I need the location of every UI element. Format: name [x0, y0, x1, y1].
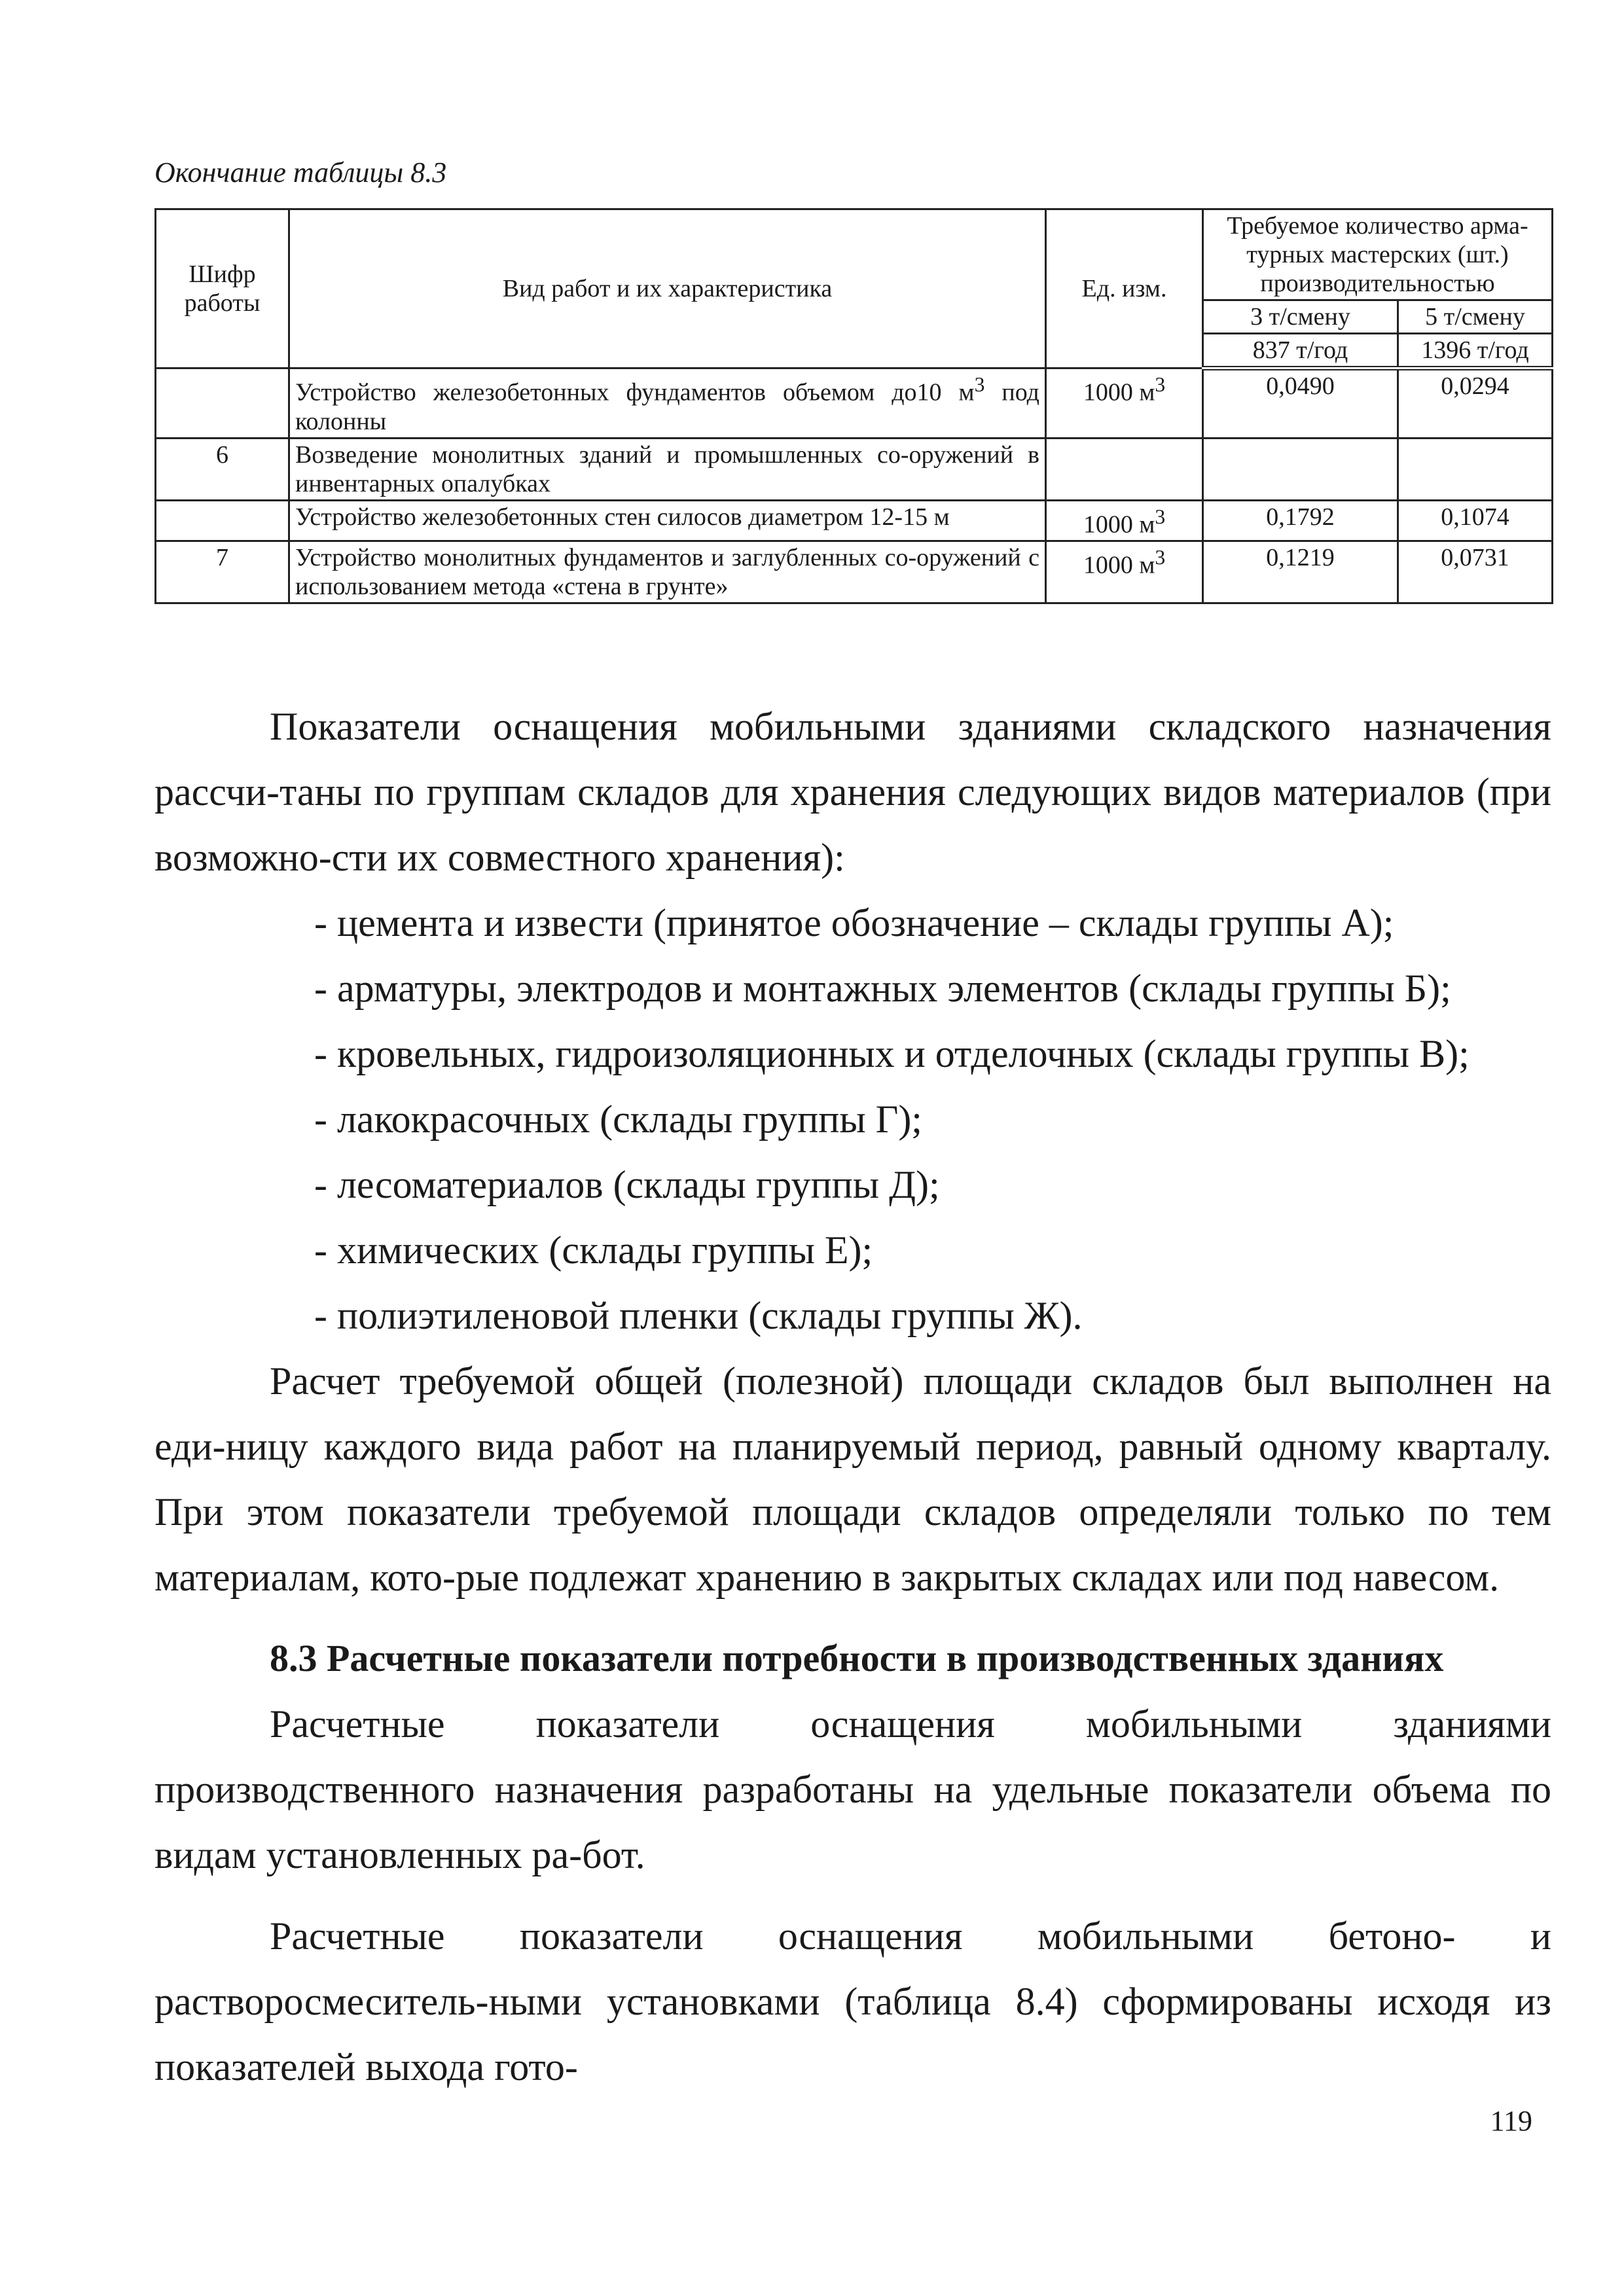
row-desc: Устройство монолитных фундаментов и заглубленных со-оружений с использованием метода «стена в грунте»: [289, 541, 1046, 603]
row-value-2: 0,0294: [1398, 368, 1553, 439]
list-item: - полиэтиленовой пленки (склады группы Ж).: [314, 1294, 1083, 1337]
header-col2-year: 1396 т/год: [1398, 334, 1553, 368]
table-row: [156, 368, 1553, 439]
paragraph-production: Расчетные показатели оснащения мобильными зданиями производственного назначения разработаны на удельные показатели объема по видам установленных ра-бот.: [154, 1702, 1551, 1876]
body-text: [154, 694, 1551, 2100]
list-item: - цемента и извести (принятое обозначение – склады группы А);: [314, 901, 1394, 944]
list-item: - химических (склады группы Е);: [314, 1229, 873, 1272]
header-col2-shift: 5 т/смену: [1398, 300, 1553, 334]
header-required: Требуемое количество арма-турных мастерских (шт.) производительностью: [1203, 209, 1553, 300]
paragraph-calculation: Расчет требуемой общей (полезной) площади складов был выполнен на еди-ницу каждого вида работ на планируемый период, равный одному кварталу. При этом показатели требуемой площади складов определяли только по тем материалам, кото-рые подлежат хранению в закрытых складах или под навесом.: [154, 1359, 1551, 1599]
table-row: [156, 500, 1553, 541]
header-col1-shift: 3 т/смену: [1203, 300, 1398, 334]
row-unit: 1000 $м^3$: [1046, 368, 1203, 439]
row-code: 7: [156, 541, 289, 603]
row-code: [156, 500, 289, 541]
list-item: - лесоматериалов (склады группы Д);: [314, 1163, 940, 1206]
header-code: Шифр работы: [156, 209, 289, 368]
row-value-2: 0,0731: [1398, 541, 1553, 603]
row-value-2: [1398, 438, 1553, 500]
paragraph-mixers: Расчетные показатели оснащения мобильными бетоно- и растворосмеситель-ными установками (таблица 8.4) сформированы исходя из показателей выхода гото-: [154, 1914, 1551, 2089]
row-value-1: [1203, 438, 1398, 500]
list-item: - арматуры, электродов и монтажных элементов (склады группы Б);: [314, 967, 1451, 1010]
table-row: [156, 438, 1553, 500]
table-row: [156, 541, 1553, 603]
row-desc: Устройство железобетонных фундаментов объемом до10 $м^3$ под колонны: [289, 368, 1046, 439]
list-item: - кровельных, гидроизоляционных и отделочных (склады группы В);: [314, 1032, 1470, 1075]
page-number: 119: [1490, 2105, 1532, 2137]
row-unit: [1046, 438, 1203, 500]
list-item: - лакокрасочных (склады группы Г);: [314, 1098, 922, 1141]
row-desc: Возведение монолитных зданий и промышленных со-оружений в инвентарных опалубках: [289, 438, 1046, 500]
header-unit: Ед. изм.: [1046, 209, 1203, 368]
row-desc: Устройство железобетонных стен силосов диаметром 12-15 м: [289, 500, 1046, 541]
table-caption: Окончание таблицы 8.3: [154, 156, 447, 188]
row-code: 6: [156, 438, 289, 500]
header-col1-year: 837 т/год: [1203, 334, 1398, 368]
paragraph-warehouses: Показатели оснащения мобильными зданиями складского назначения рассчи-таны по группам складов для хранения следующих видов материалов (при возможно-сти их совместного хранения):: [154, 705, 1551, 879]
row-unit: 1000 $м^3$: [1046, 500, 1203, 541]
header-work: Вид работ и их характеристика: [289, 209, 1046, 368]
row-code: [156, 368, 289, 439]
row-value-2: 0,1074: [1398, 500, 1553, 541]
row-unit: 1000 $м^3$: [1046, 541, 1203, 603]
row-value-1: 0,1792: [1203, 500, 1398, 541]
row-value-1: 0,0490: [1203, 368, 1398, 439]
data-table: [154, 208, 1553, 604]
section-heading: 8.3 Расчетные показатели потребности в производственных зданиях: [270, 1637, 1444, 1679]
row-value-1: 0,1219: [1203, 541, 1398, 603]
material-list: [154, 890, 1551, 1348]
